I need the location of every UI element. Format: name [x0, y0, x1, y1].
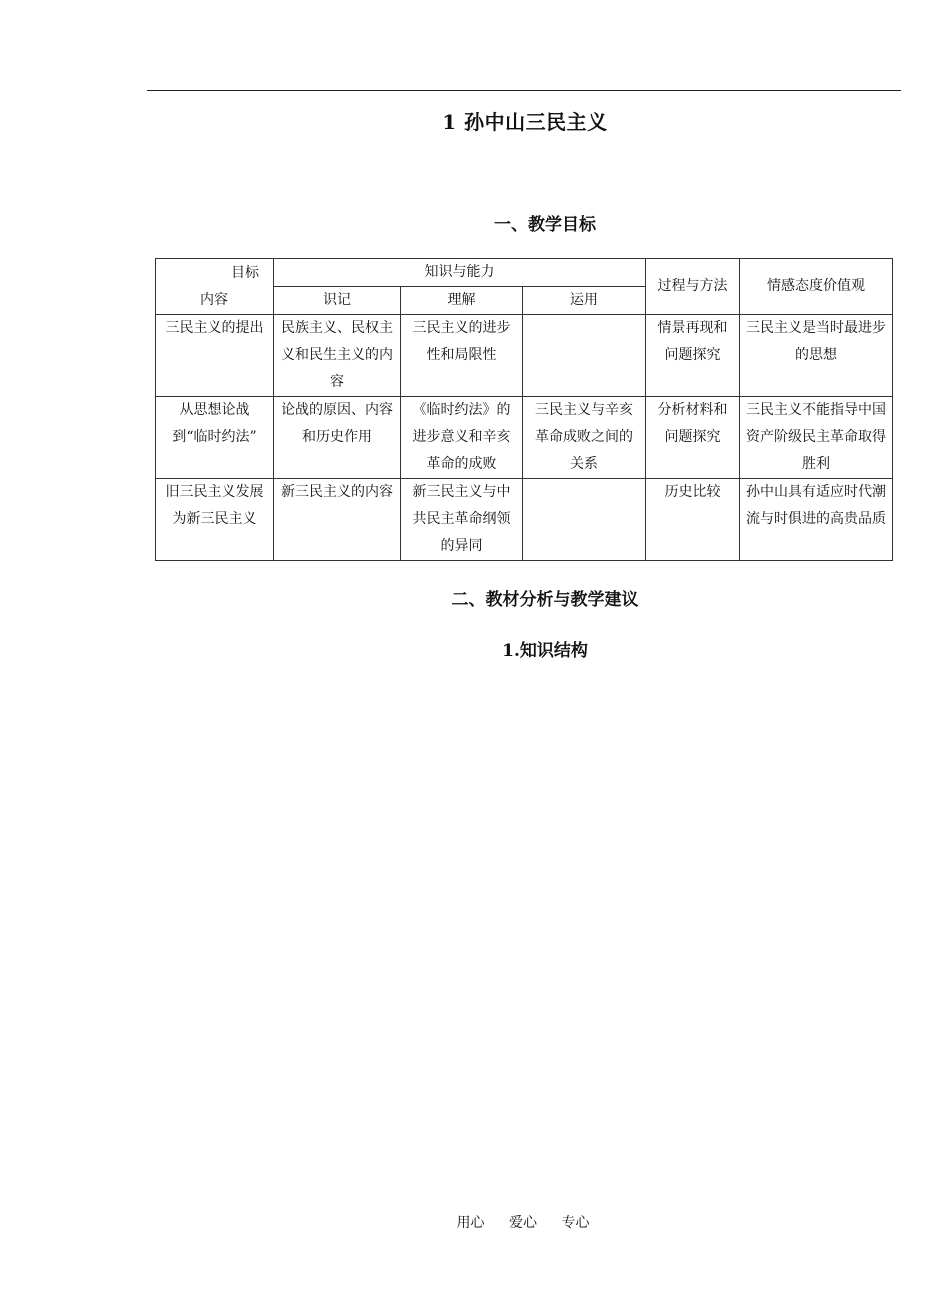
corner-cell	[156, 259, 274, 315]
corner-label-content: 内容	[200, 291, 228, 308]
cell-emotion: 三民主义不能指导中国资产阶级民主革命取得胜利	[740, 397, 893, 479]
footer-item: 专心	[561, 1215, 590, 1231]
footer-item: 用心	[456, 1215, 485, 1231]
header-process-method: 过程与方法	[646, 259, 740, 315]
page-footer	[0, 1212, 950, 1232]
section-heading-material-analysis: 二、教材分析与教学建议	[451, 590, 639, 610]
cell-understand: 三民主义的进步性和局限性	[401, 315, 523, 397]
subsection-heading-knowledge-structure: 1.知识结构	[502, 641, 588, 661]
table-row	[156, 315, 893, 397]
cell-content: 三民主义的提出	[156, 315, 274, 397]
cell-process: 情景再现和问题探究	[646, 315, 740, 397]
cell-recall: 民族主义、民权主义和民生主义的内容	[274, 315, 401, 397]
header-knowledge-ability: 知识与能力	[274, 259, 646, 287]
cell-emotion: 三民主义是当时最进步的思想	[740, 315, 893, 397]
header-rule	[147, 90, 901, 91]
header-recall: 识记	[274, 287, 401, 315]
header-understand: 理解	[401, 287, 523, 315]
section-heading-teaching-goals: 一、教学目标	[494, 215, 596, 235]
cell-understand: 新三民主义与中共民主革命纲领的异同	[401, 479, 523, 561]
cell-emotion: 孙中山具有适应时代潮流与时俱进的高贵品质	[740, 479, 893, 561]
cell-apply	[523, 315, 646, 397]
cell-process: 历史比较	[646, 479, 740, 561]
footer-item: 爱心	[509, 1215, 537, 1231]
header-emotion-values: 情感态度价值观	[740, 259, 893, 315]
cell-process: 分析材料和问题探究	[646, 397, 740, 479]
cell-understand: 《临时约法》的进步意义和辛亥革命的成败	[401, 397, 523, 479]
table-row	[156, 397, 893, 479]
document-title: 1 孙中山三民主义	[442, 110, 608, 134]
cell-apply: 三民主义与辛亥革命成败之间的关系	[523, 397, 646, 479]
cell-apply	[523, 479, 646, 561]
teaching-goals-table	[155, 258, 893, 561]
cell-content: 旧三民主义发展为新三民主义	[156, 479, 274, 561]
cell-content: 从思想论战到“临时约法”	[156, 397, 274, 479]
corner-label-goal: 目标	[231, 264, 259, 281]
header-apply: 运用	[523, 287, 646, 315]
cell-recall: 新三民主义的内容	[274, 479, 401, 561]
table-header-row	[156, 259, 893, 287]
table-row	[156, 479, 893, 561]
cell-recall: 论战的原因、内容和历史作用	[274, 397, 401, 479]
